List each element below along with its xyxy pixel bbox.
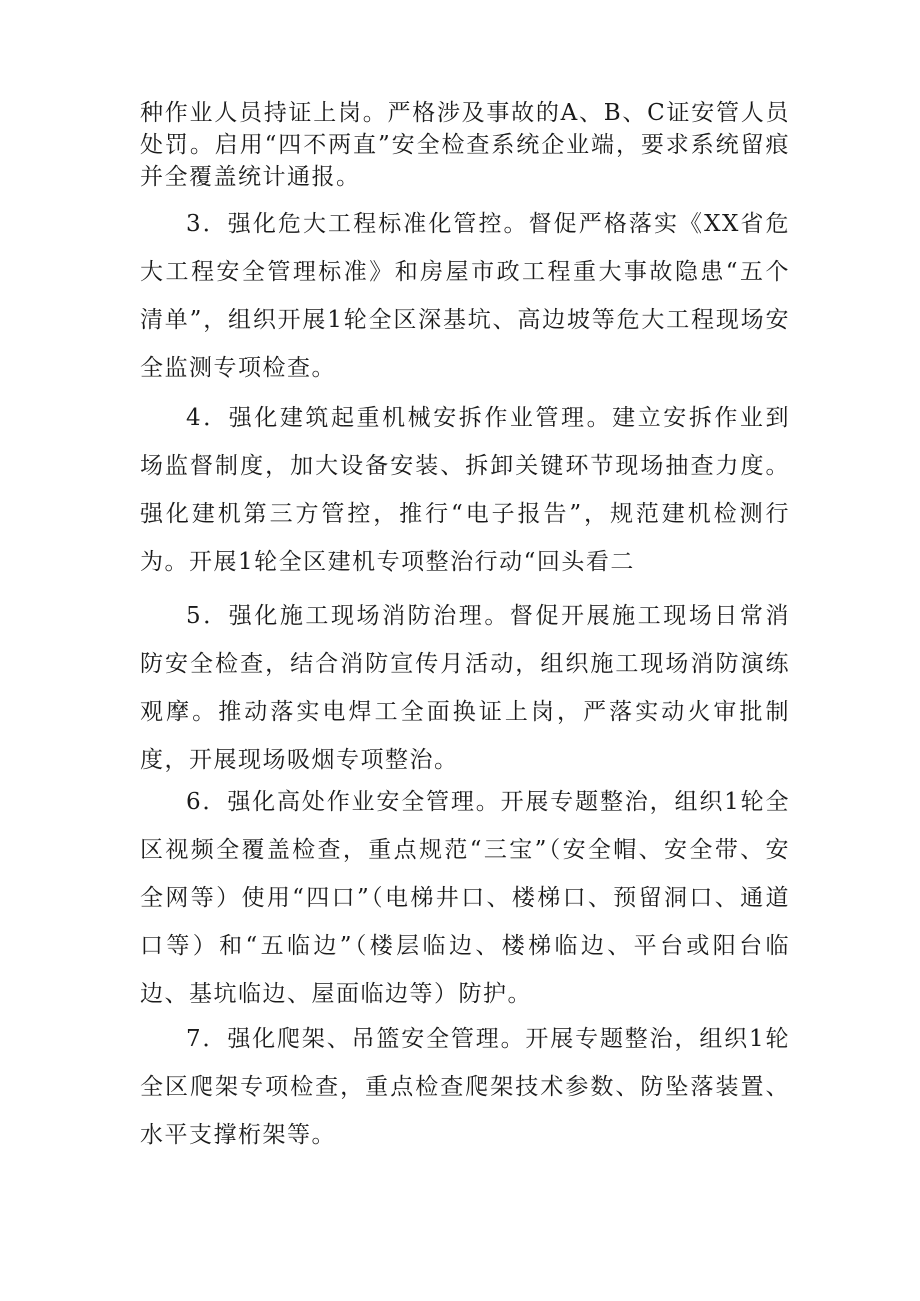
paragraph-item-5: 5．强化施工现场消防治理。督促开展施工现场日常消防安全检查，结合消防宣传月活动，组织施工现场消防演练观摩。推动落实电焊工全面换证上岗，严落实动火审批制度，开展现场吸烟专项整治。	[140, 603, 790, 773]
paragraph-item-3: 3．强化危大工程标准化管控。督促严格落实《XX省危大工程安全管理标准》和房屋市政工程重大事故隐患“五个清单”，组织开展1轮全区深基坑、高边坡等危大工程现场安全监测专项检查。	[140, 211, 790, 381]
paragraph-item-7: 7．强化爬架、吊篮安全管理。开展专题整治，组织1轮全区爬架专项检查，重点检查爬架技术参数、防坠落装置、水平支撑桁架等。	[140, 1026, 790, 1148]
lead-paragraph: 种作业人员持证上岗。严格涉及事故的A、B、C证安管人员处罚。启用“四不两直”安全检查系统企业端，要求系统留痕并全覆盖统计通报。	[140, 100, 790, 190]
paragraph-item-4: 4．强化建筑起重机械安拆作业管理。建立安拆作业到场监督制度，加大设备安装、拆卸关键环节现场抽查力度。强化建机第三方管控，推行“电子报告”，规范建机检测行为。开展1轮全区建机专项整治行动“回头看二	[140, 405, 790, 575]
paragraph-item-6: 6．强化高处作业安全管理。开展专题整治，组织1轮全区视频全覆盖检查，重点规范“三宝”（安全帽、安全带、安全网等）使用“四口”（电梯井口、楼梯口、预留洞口、通道口等）和“五临边”（楼层临边、楼梯临边、平台或阳台临边、基坑临边、屋面临边等）防护。	[140, 789, 790, 1007]
